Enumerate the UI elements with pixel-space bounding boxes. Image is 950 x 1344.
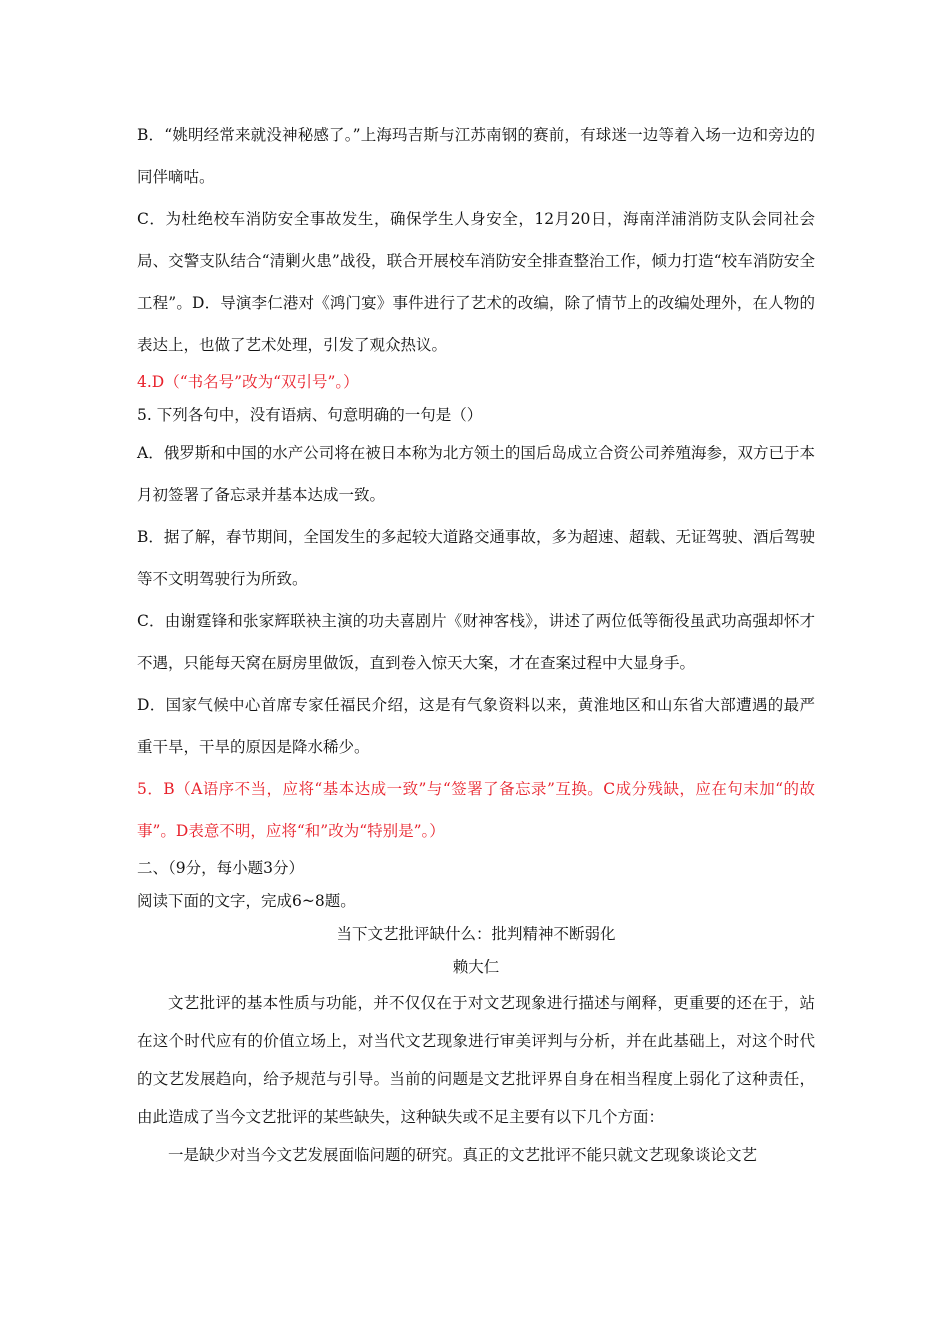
q5-option-c: C．由谢霆锋和张家辉联袂主演的功夫喜剧片《财神客栈》，讲述了两位低等衙役虽武功高强却怀才不遇，只能每天窝在厨房里做饭，直到卷入惊天大案，才在查案过程中大显身手。 xyxy=(137,612,815,672)
answer-4: 4.D（“书名号”改为“双引号”。） xyxy=(137,373,359,391)
q3-option-b: B．“姚明经常来就没神秘感了。”上海玛吉斯与江苏南钢的赛前，有球迷一边等着入场一边和旁边的同伴嘀咕。 xyxy=(137,126,815,186)
question-5: 5. 下列各句中，没有语病、句意明确的一句是（） xyxy=(137,406,483,424)
article-paragraph-1: 文艺批评的基本性质与功能，并不仅仅在于对文艺现象进行描述与阐释，更重要的还在于，站在这个时代应有的价值立场上，对当代文艺现象进行审美评判与分析，并在此基础上，对这个时代的文艺发展趋向，给予规范与引导。当前的问题是文艺批评界自身在相当程度上弱化了这种责任，由此造成了当今文艺批评的某些缺失，这种缺失或不足主要有以下几个方面： xyxy=(137,994,815,1126)
page-content xyxy=(137,114,815,1174)
q5-option-b: B．据了解，春节期间，全国发生的多起较大道路交通事故，多为超速、超载、无证驾驶、酒后驾驶等不文明驾驶行为所致。 xyxy=(137,528,815,588)
section-2-heading: 二、（9分，每小题3分） xyxy=(137,859,304,877)
article-paragraph-2: 一是缺少对当今文艺发展面临问题的研究。真正的文艺批评不能只就文艺现象谈论文艺 xyxy=(168,1146,758,1164)
q5-option-d: D．国家气候中心首席专家任福民介绍，这是有气象资料以来，黄淮地区和山东省大部遭遇的最严重干旱，干旱的原因是降水稀少。 xyxy=(137,696,815,756)
q3-option-c-d: C．为杜绝校车消防安全事故发生，确保学生人身安全，12月20日，海南洋浦消防支队会同社会局、交警支队结合“清剿火患”战役，联合开展校车消防安全排查整治工作，倾力打造“校车消防安全工程”。D．导演李仁港对《鸿门宴》事件进行了艺术的改编，除了情节上的改编处理外，在人物的表达上，也做了艺术处理，引发了观众热议。 xyxy=(137,210,815,354)
reading-instruction: 阅读下面的文字，完成6~8题。 xyxy=(137,892,356,910)
answer-5: 5．B（A语序不当，应将“基本达成一致”与“签署了备忘录”互换。C成分残缺，应在句末加“的故事”。D表意不明，应将“和”改为“特别是”。） xyxy=(137,780,815,840)
article-title: 当下文艺批评缺什么：批判精神不断弱化 xyxy=(336,925,616,943)
article-author: 赖大仁 xyxy=(452,958,500,976)
q5-option-a: A．俄罗斯和中国的水产公司将在被日本称为北方领土的国后岛成立合资公司养殖海参，双方已于本月初签署了备忘录并基本达成一致。 xyxy=(137,444,815,504)
